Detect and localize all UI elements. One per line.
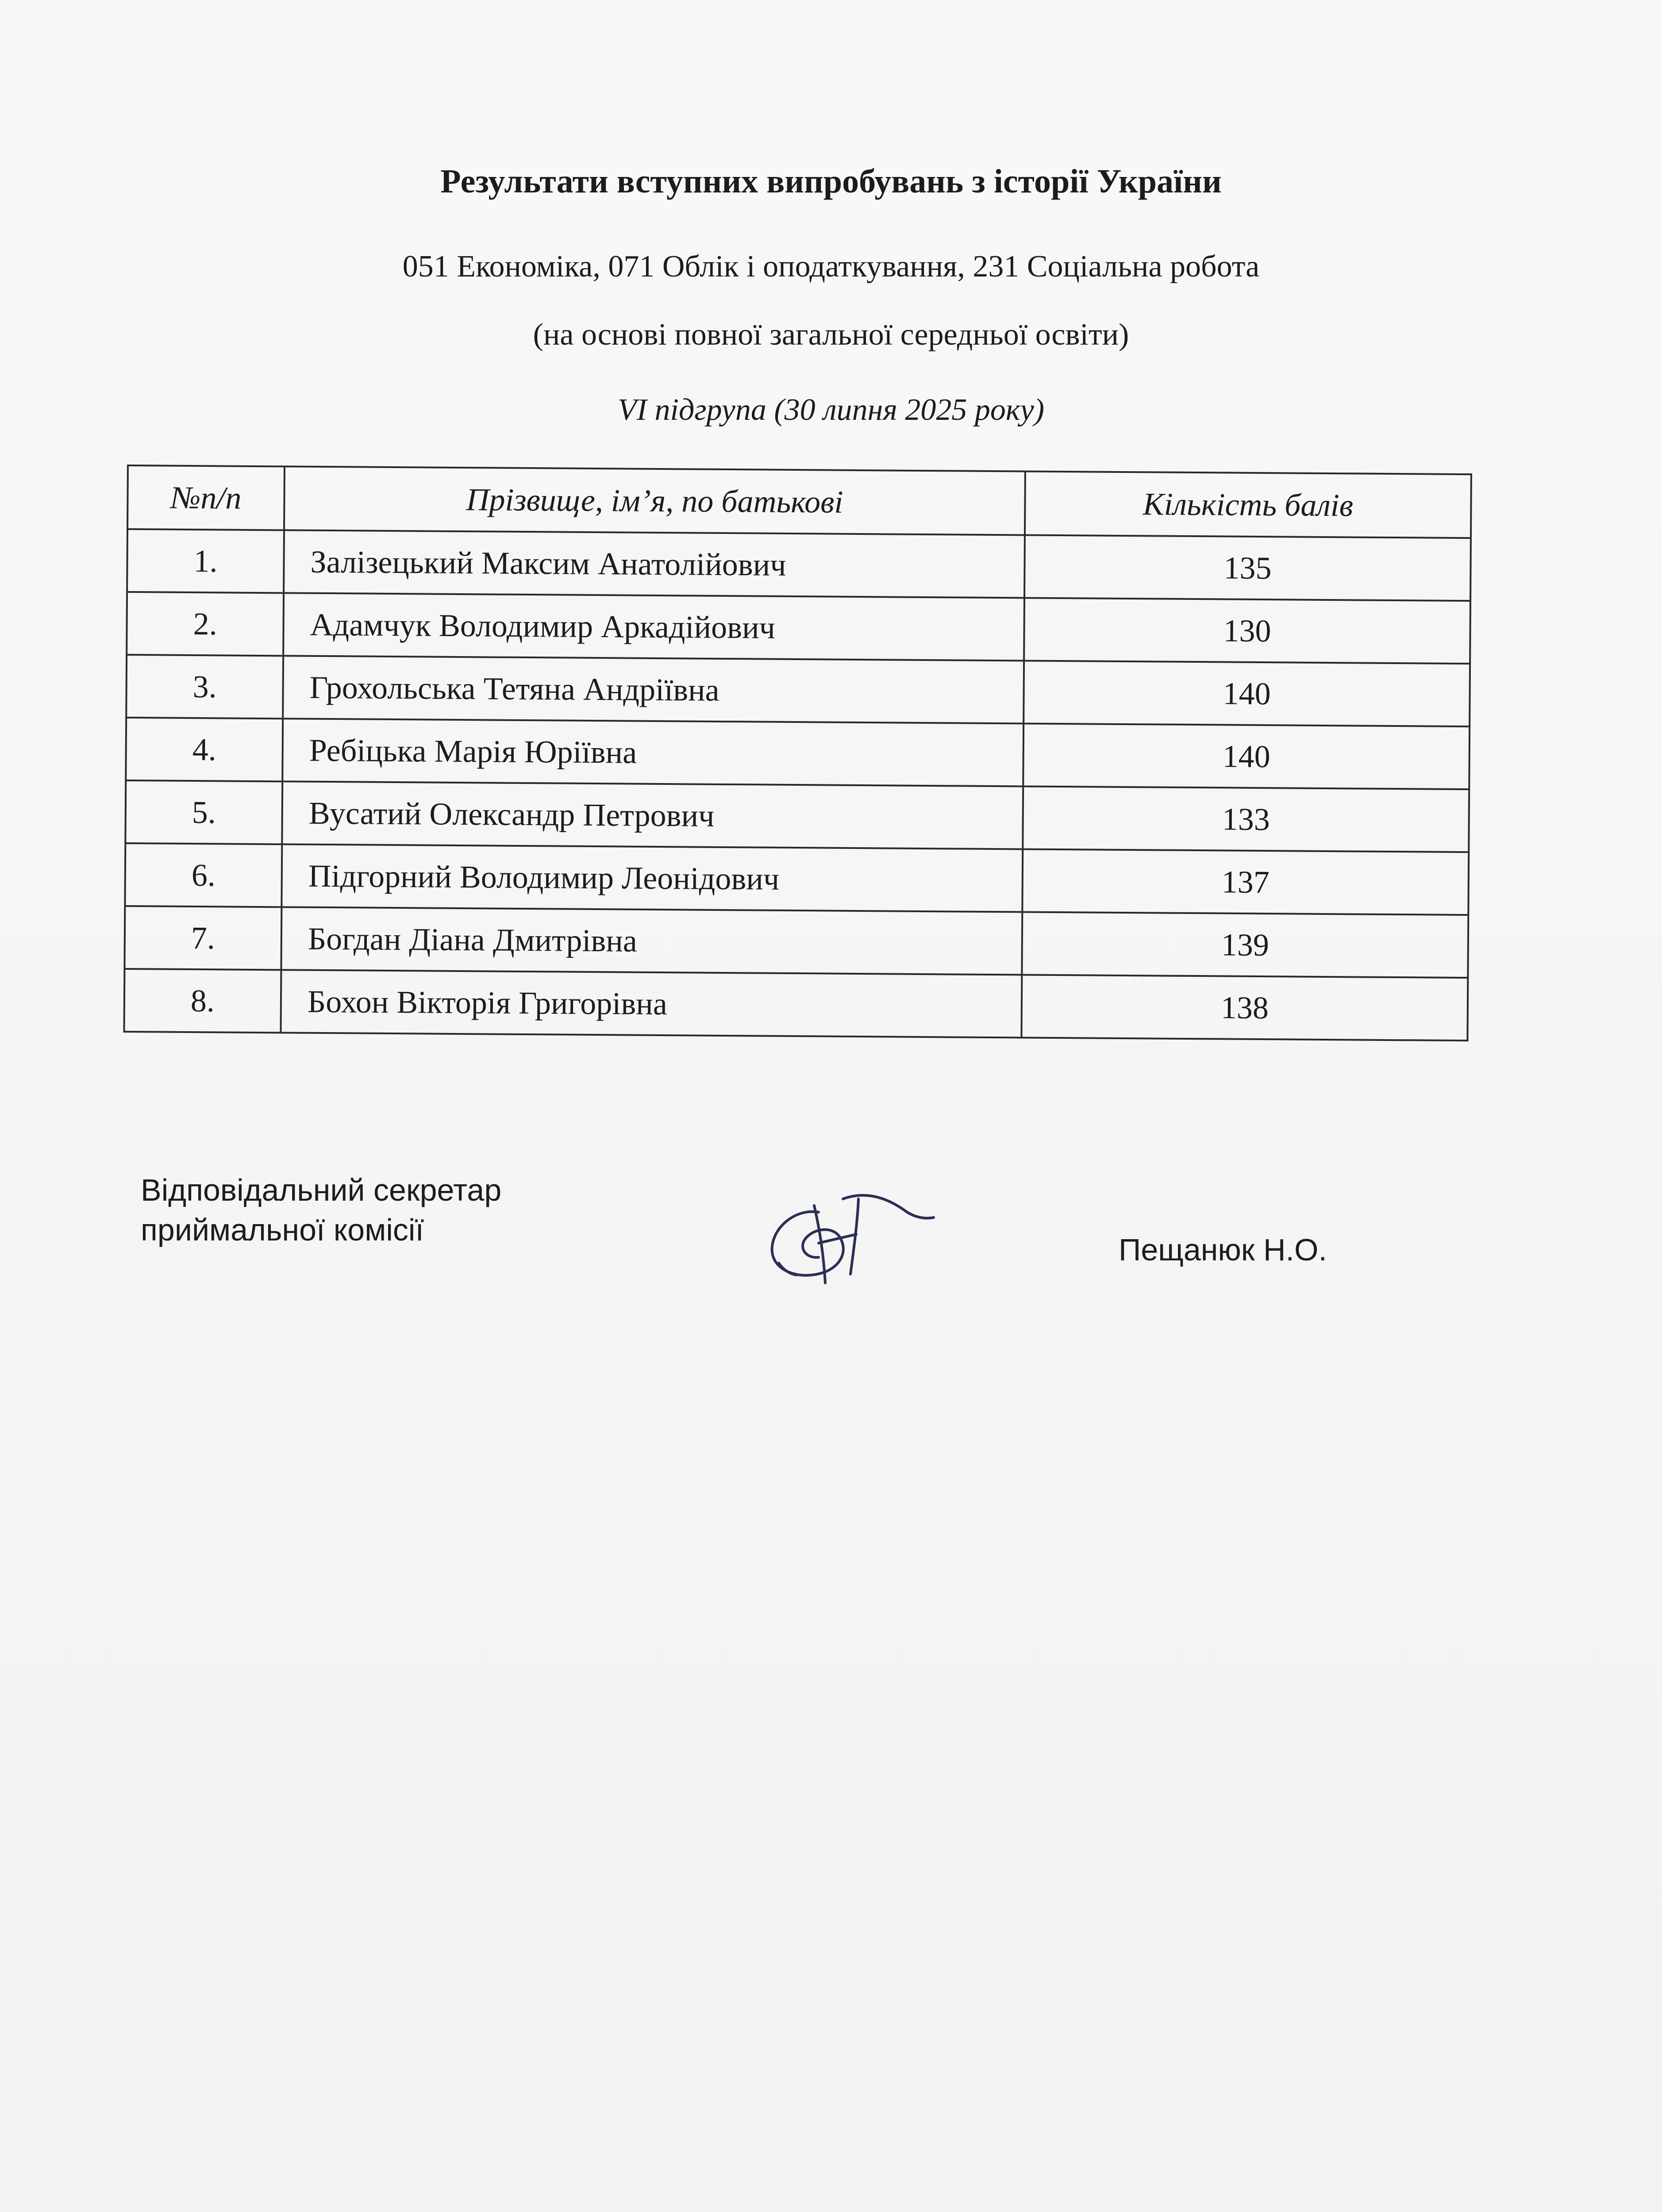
table-header-row	[127, 465, 1471, 538]
row-score: 130	[1024, 598, 1470, 664]
handwritten-signature	[752, 1181, 938, 1296]
row-full-name: Підгорний Володимир Леонідович	[281, 844, 1023, 912]
signatory-position-line1: Відповідальний секретар	[141, 1173, 502, 1207]
table-row	[125, 780, 1469, 852]
table-row	[124, 906, 1468, 978]
row-score: 140	[1023, 661, 1470, 726]
header-number: №п/п	[127, 465, 285, 530]
education-basis-line: (на основі повної загальної середньої освіти)	[533, 318, 1129, 352]
row-score: 133	[1023, 786, 1469, 852]
table-row	[126, 718, 1470, 789]
document-title: Результати вступних випробувань з історії України	[440, 163, 1222, 200]
results-table	[123, 465, 1472, 1041]
row-score: 137	[1022, 849, 1469, 915]
row-number: 5.	[125, 780, 282, 844]
row-number: 3.	[126, 655, 283, 718]
row-score: 139	[1022, 912, 1468, 978]
table-row	[125, 843, 1469, 915]
table-row	[126, 655, 1470, 726]
row-full-name: Вусатий Олександр Петрович	[282, 781, 1023, 849]
row-full-name: Залізецький Максим Анатолійович	[284, 530, 1025, 598]
row-full-name: Богдан Діана Дмитрівна	[281, 907, 1022, 975]
row-number: 1.	[127, 529, 284, 593]
header-score: Кількість балів	[1025, 471, 1471, 538]
row-full-name: Адамчук Володимир Аркадійович	[283, 593, 1024, 661]
row-score: 138	[1021, 975, 1468, 1041]
row-full-name: Ребіцька Марія Юріївна	[282, 718, 1023, 786]
row-number: 4.	[126, 718, 283, 781]
subgroup-date-line: VI підгрупа (30 липня 2025 року)	[617, 393, 1045, 427]
row-full-name: Грохольська Тетяна Андріївна	[283, 656, 1024, 723]
table-row	[124, 969, 1468, 1041]
specialties-line: 051 Економіка, 071 Облік і оподаткування, 231 Соціальна робота	[402, 250, 1260, 284]
signatory-position	[141, 1170, 501, 1250]
row-number: 7.	[124, 906, 281, 970]
row-score: 140	[1023, 723, 1470, 789]
header-full-name: Прізвище, ім’я, по батькові	[284, 466, 1025, 535]
signer-name: Пещанюк Н.О.	[1119, 1233, 1327, 1267]
row-score: 135	[1024, 535, 1471, 601]
row-number: 8.	[124, 969, 281, 1033]
row-full-name: Бохон Вікторія Григорівна	[281, 970, 1022, 1037]
table-row	[127, 592, 1470, 664]
row-number: 6.	[125, 843, 282, 907]
row-number: 2.	[127, 592, 284, 656]
signatory-position-line2: приймальної комісії	[141, 1213, 424, 1247]
table-row	[127, 529, 1471, 601]
